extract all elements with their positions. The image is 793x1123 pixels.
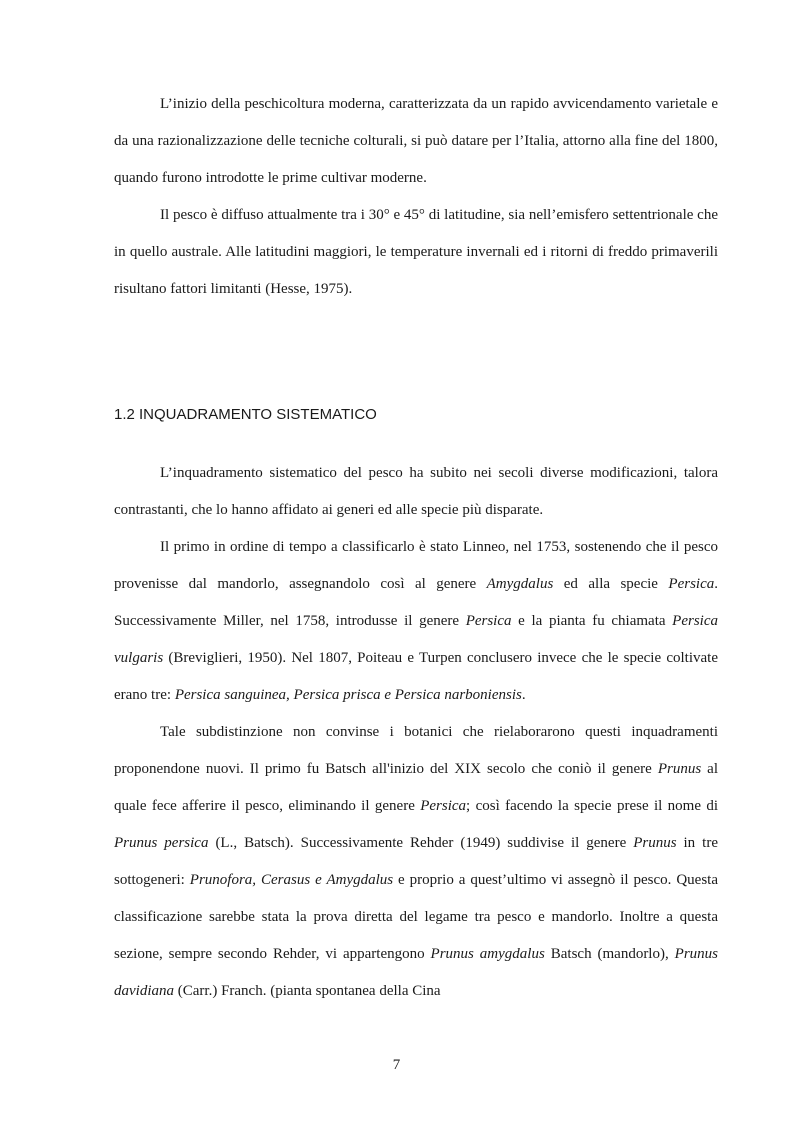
text-run: (Breviglieri, 1950). Nel 1807, Poiteau e Turpen conclusero invece che le specie coltivate erano tre: <box>114 650 718 703</box>
text-run: (Carr.) Franch. (pianta spontanea della Cina <box>174 983 441 999</box>
text-run: e proprio a quest’ultimo vi assegnò il pesco. Questa classificazione sarebbe stata la prova diretta del legame tra pesco e mandorlo. Inoltre a questa sezione, sempre secondo Rehder, vi appartengono <box>114 872 718 962</box>
text-run: Tale subdistinzione non convinse i botanici che rielaborarono questi inquadramenti proponendone nuovi. Il primo fu Batsch all'inizio del XIX secolo che coniò il genere <box>114 724 718 777</box>
text-run: (L., Batsch). Successivamente Rehder (1949) suddivise il genere <box>208 835 634 851</box>
italic-term: Prunus amygdalus <box>430 946 545 962</box>
paragraph-peschicoltura-moderna: L’inizio della peschicoltura moderna, caratterizzata da un rapido avvicendamento varietale e da una razionalizzazione delle tecniche colturali, si può datare per l’Italia, attorno alla fine del 1800, quando furono introdotte le prime cultivar moderne. <box>114 96 718 186</box>
text-run: . <box>521 687 526 703</box>
systematic-section <box>114 455 718 1010</box>
section-heading: 1.2 INQUADRAMENTO SISTEMATICO <box>114 406 377 423</box>
italic-term: Persica sanguinea, Persica prisca e Persica narboniensis <box>174 687 522 703</box>
italic-term: Prunofora, Cerasus e Amygdalus <box>189 872 394 888</box>
italic-term: Persica <box>465 613 512 629</box>
italic-term: Persica <box>420 798 467 814</box>
paragraph-inquadramento: L’inquadramento sistematico del pesco ha subito nei secoli diverse modificazioni, talora contrastanti, che lo hanno affidato ai generi ed alle specie più disparate. <box>114 465 718 518</box>
italic-term: Amygdalus <box>486 576 554 592</box>
text-run: in tre sottogeneri: <box>114 835 718 888</box>
italic-term: Prunus <box>633 835 677 851</box>
paragraph-diffusione-pesco: Il pesco è diffuso attualmente tra i 30° e 45° di latitudine, sia nell’emisfero settentrionale che in quello australe. Alle latitudini maggiori, le temperature invernali ed i ritorni di freddo primaverili risultano fattori limitanti (Hesse, 1975). <box>114 207 718 297</box>
italic-term: Persica vulgaris <box>114 613 718 666</box>
italic-term: Prunus persica <box>114 835 209 851</box>
page-number: 7 <box>392 1057 401 1073</box>
text-run: Batsch (mandorlo), <box>544 946 675 962</box>
text-run: ed alla specie <box>553 576 669 592</box>
text-run: ; così facendo la specie prese il nome di <box>466 798 719 814</box>
italic-term: Prunus davidiana <box>114 946 718 999</box>
text-run: Il primo in ordine di tempo a classificarlo è stato Linneo, nel 1753, sostenendo che il pesco provenisse dal mandorlo, assegnandolo così al genere <box>114 539 718 592</box>
paragraph-linneo <box>114 529 718 714</box>
paragraph-batsch-rehder <box>114 714 718 1010</box>
text-run: . Successivamente Miller, nel 1758, introdusse il genere <box>114 576 718 629</box>
italic-term: Prunus <box>657 761 702 777</box>
text-run: e la pianta fu chiamata <box>511 613 673 629</box>
italic-term: Persica <box>668 576 715 592</box>
intro-section <box>114 86 718 308</box>
text-run: al quale fece afferire il pesco, eliminando il genere <box>114 761 718 814</box>
